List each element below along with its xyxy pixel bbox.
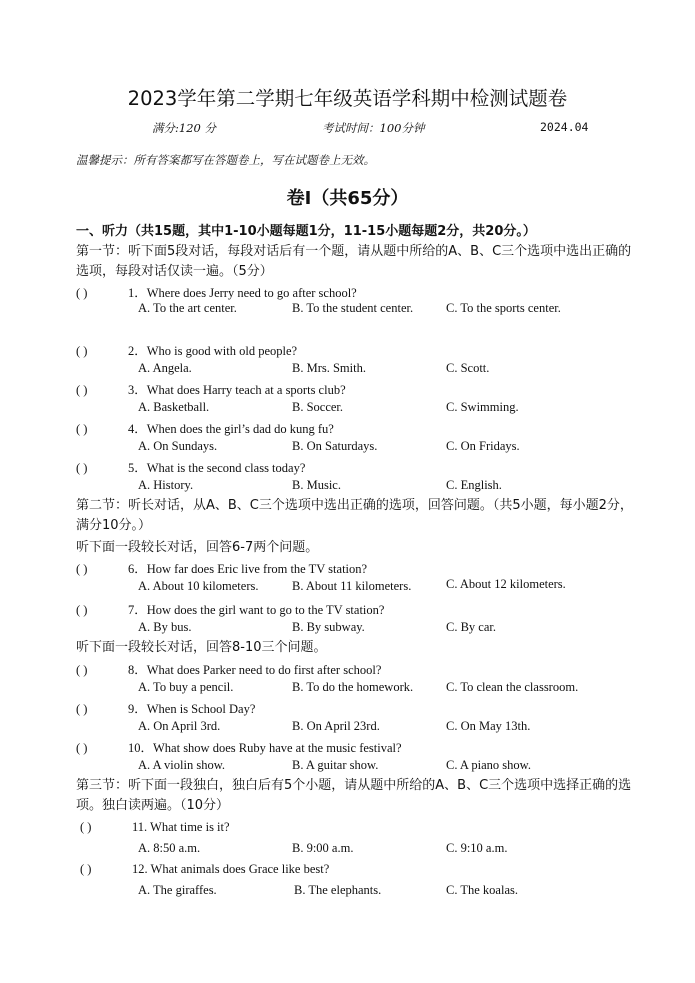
section-heading: 一、听力（共15题，其中1-10小题每题1分，11-15小题每题2分，共20分。） [76, 224, 536, 239]
answer-blank: ( ) [76, 344, 88, 358]
option-c: C. A piano show. [446, 758, 531, 772]
option-a: A. 8:50 a.m. [138, 841, 201, 855]
answer-blank: ( ) [76, 741, 88, 755]
option-c: C. English. [446, 478, 502, 492]
answer-blank: ( ) [76, 562, 88, 576]
option-a: A. To the art center. [138, 301, 237, 315]
exam-date: 2024.04 [540, 120, 589, 134]
option-b: B. Music. [292, 478, 341, 492]
question-text: 4．When does the girl’s dad do kung fu? [128, 422, 334, 436]
question-3 [76, 380, 346, 398]
answer-blank: ( ) [80, 862, 92, 876]
question-8 [76, 660, 381, 678]
option-b: B. By subway. [292, 620, 365, 634]
question-7 [76, 600, 384, 618]
question-text: 2．Who is good with old people? [128, 344, 298, 358]
option-c: C. The koalas. [446, 883, 518, 897]
option-c: C. On May 13th. [446, 719, 531, 733]
answer-blank: ( ) [76, 422, 88, 436]
option-a: A. On April 3rd. [138, 719, 221, 733]
subsection-2-instructions: 第二节：听长对话，从A、B、C三个选项中选出正确的选项，回答问题。（共5小题，每小题2分，满分10分。） [76, 498, 633, 533]
option-a: A. About 10 kilometers. [138, 579, 259, 593]
option-b: B. The elephants. [294, 883, 382, 897]
option-c: C. On Fridays. [446, 439, 520, 453]
option-c: C. About 12 kilometers. [446, 577, 566, 591]
option-b: B. Soccer. [292, 400, 344, 414]
instruction-6-7: 听下面一段较长对话，回答6-7两个问题。 [76, 540, 319, 555]
option-c: C. 9:10 a.m. [446, 841, 508, 855]
option-a: A. By bus. [138, 620, 192, 634]
answer-blank: ( ) [76, 286, 88, 300]
question-11 [80, 820, 230, 835]
answer-blank: ( ) [76, 603, 88, 617]
option-c: C. Swimming. [446, 400, 519, 414]
option-a: A. History. [138, 478, 194, 492]
option-b: B. To do the homework. [292, 680, 414, 694]
question-9 [76, 699, 255, 717]
option-a: A. Basketball. [138, 400, 210, 414]
option-a: A. A violin show. [138, 758, 226, 772]
option-c: C. Scott. [446, 361, 490, 375]
question-text: 1．Where does Jerry need to go after school? [128, 286, 357, 300]
option-b: B. On April 23rd. [292, 719, 380, 733]
question-text: 7．How does the girl want to go to the TV station? [128, 603, 385, 617]
answer-blank: ( ) [76, 702, 88, 716]
option-a: A. Angela. [138, 361, 192, 375]
question-2 [76, 341, 297, 359]
answer-blank: ( ) [80, 820, 92, 834]
option-b: B. A guitar show. [292, 758, 379, 772]
question-text: 9．When is School Day? [128, 702, 256, 716]
part-heading: 卷Ⅰ（共65分） [286, 188, 409, 209]
question-text: 12. What animals does Grace like best? [132, 862, 330, 876]
question-text: 5．What is the second class today? [128, 461, 306, 475]
option-a: A. On Sundays. [138, 439, 218, 453]
question-1 [76, 283, 357, 301]
option-c: C. To the sports center. [446, 301, 561, 315]
answer-blank: ( ) [76, 663, 88, 677]
subsection-1-instructions: 第一节：听下面5段对话，每段对话后有一个题，请从题中所给的A、B、C三个选项中选出正确的选项，每段对话仅读一遍。（5分） [76, 244, 632, 279]
question-text: 6．How far does Eric live from the TV station? [128, 562, 368, 576]
subsection-3-instructions: 第三节：听下面一段独白，独白后有5个小题，请从题中所给的A、B、C三个选项中选择正确的选项。独白读两遍。（10分） [76, 778, 632, 813]
question-text: 8．What does Parker need to do first after school? [128, 663, 382, 677]
option-b: B. About 11 kilometers. [292, 579, 412, 593]
warm-tip: 温馨提示：所有答案都写在答题卷上，写在试题卷上无效。 [76, 153, 375, 167]
question-text: 11. What time is it? [132, 820, 230, 834]
option-b: B. 9:00 a.m. [292, 841, 354, 855]
exam-time: 考试时间：100分钟 [322, 121, 425, 135]
option-b: B. Mrs. Smith. [292, 361, 366, 375]
answer-blank: ( ) [76, 383, 88, 397]
question-4 [76, 419, 334, 437]
question-6 [76, 559, 367, 577]
question-text: 10．What show does Ruby have at the music festival? [128, 741, 402, 755]
option-c: C. By car. [446, 620, 496, 634]
question-text: 3．What does Harry teach at a sports club? [128, 383, 346, 397]
option-a: A. The giraffes. [138, 883, 217, 897]
option-b: B. On Saturdays. [292, 439, 378, 453]
option-c: C. To clean the classroom. [446, 680, 579, 694]
instruction-8-10: 听下面一段较长对话，回答8-10三个问题。 [76, 640, 327, 655]
exam-title: 2023学年第二学期七年级英语学科期中检测试题卷 [127, 87, 568, 110]
question-5 [76, 458, 305, 476]
option-a: A. To buy a pencil. [138, 680, 234, 694]
question-12 [80, 862, 329, 877]
option-b: B. To the student center. [292, 301, 414, 315]
full-marks: 满分:120 分 [152, 121, 216, 135]
answer-blank: ( ) [76, 461, 88, 475]
question-10 [76, 738, 402, 756]
